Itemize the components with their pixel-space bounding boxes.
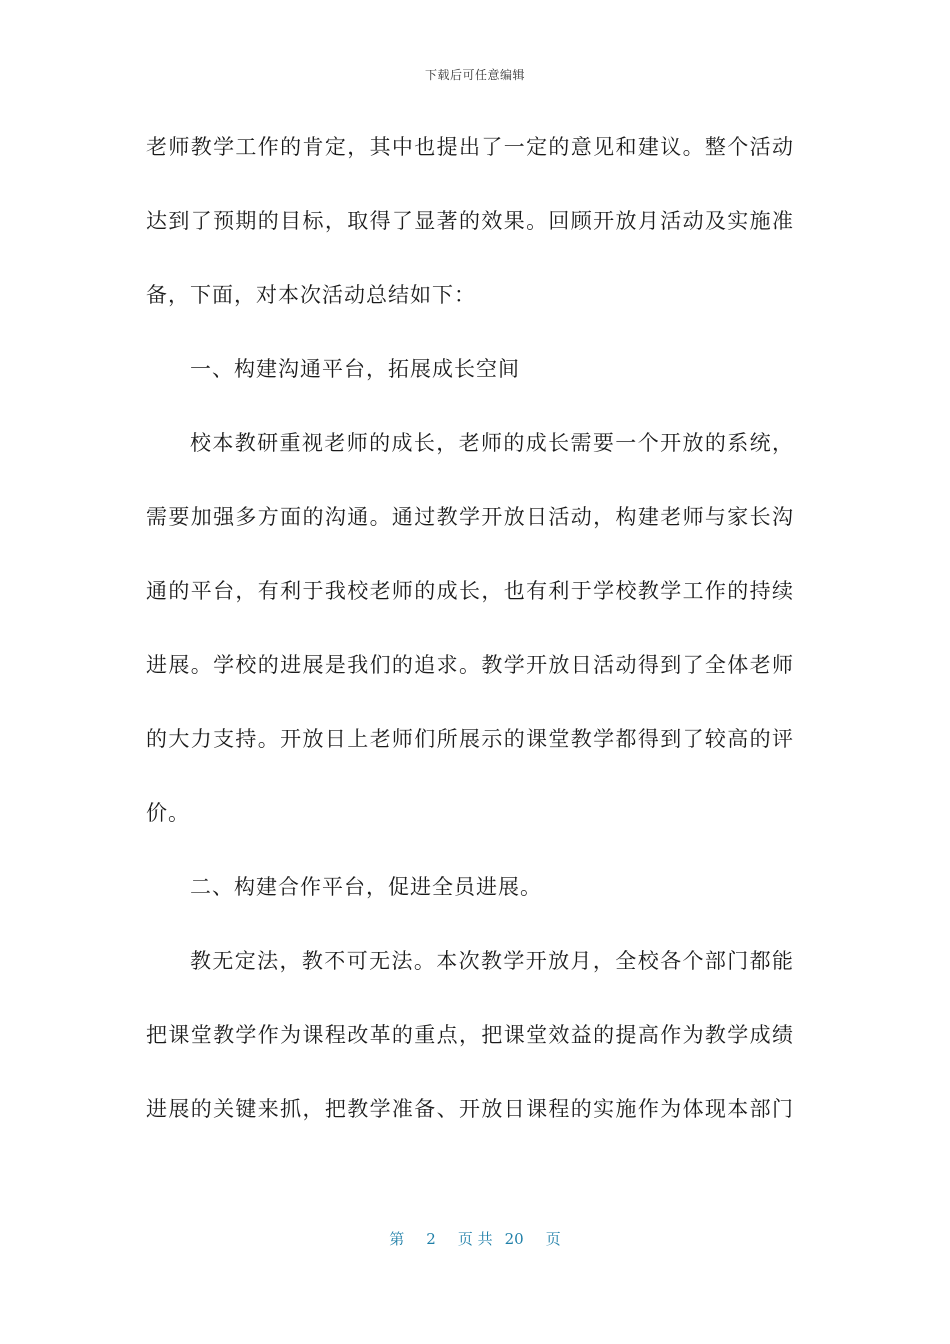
footer-total-pages: 20 xyxy=(504,1230,524,1248)
section-heading-1: 一、构建沟通平台，拓展成长空间 xyxy=(190,357,520,381)
body-line: 把课堂教学作为课程改革的重点，把课堂效益的提高作为教学成绩 xyxy=(146,1023,794,1047)
body-line: 达到了预期的目标，取得了显著的效果。回顾开放月活动及实施准 xyxy=(146,209,794,233)
body-line: 的大力支持。开放日上老师们所展示的课堂教学都得到了较高的评 xyxy=(146,727,794,751)
body-line: 校本教研重视老师的成长，老师的成长需要一个开放的系统， xyxy=(190,431,794,455)
footer-middle: 页 共 xyxy=(457,1230,493,1248)
footer-suffix: 页 xyxy=(545,1230,561,1248)
body-line: 教无定法，教不可无法。本次教学开放月，全校各个部门都能 xyxy=(190,949,794,973)
page-header-note: 下载后可任意编辑 xyxy=(424,68,525,82)
section-heading-2: 二、构建合作平台，促进全员进展。 xyxy=(190,875,542,899)
body-line: 通的平台，有利于我校老师的成长，也有利于学校教学工作的持续 xyxy=(146,579,794,603)
footer-prefix: 第 xyxy=(389,1230,405,1248)
body-line: 需要加强多方面的沟通。通过教学开放日活动，构建老师与家长沟 xyxy=(146,505,794,529)
page-footer xyxy=(0,1228,950,1249)
footer-current-page: 2 xyxy=(426,1230,436,1248)
body-line: 进展。学校的进展是我们的追求。教学开放日活动得到了全体老师 xyxy=(146,653,794,677)
body-line: 价。 xyxy=(146,801,190,825)
document-body xyxy=(146,110,794,1146)
body-line: 进展的关键来抓，把教学准备、开放日课程的实施作为体现本部门 xyxy=(146,1097,794,1121)
body-line: 老师教学工作的肯定，其中也提出了一定的意见和建议。整个活动 xyxy=(146,135,794,159)
body-line: 备，下面，对本次活动总结如下： xyxy=(146,283,476,307)
